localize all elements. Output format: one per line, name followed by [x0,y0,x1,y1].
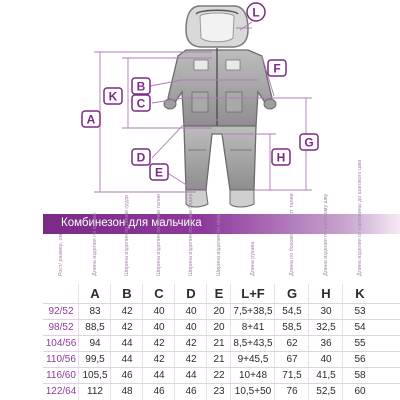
header-letter: D [186,286,196,301]
measurement-cell: 21 [213,354,225,365]
header-letter: H [321,286,331,301]
measurement-cell: 52,5 [316,386,336,397]
measurement-cell: 42 [121,306,133,317]
header-label: Длина по боковому шву от талии [289,193,295,276]
header-label: Ширина изделия по низу [216,214,222,276]
measurement-cell: 112 [87,386,103,397]
table-row [43,335,400,352]
measurement-cell: 67 [286,354,298,365]
header-label: Длина изделия по спинке [92,212,98,276]
header-label: Длина изделия по шаговому шву [323,193,329,276]
measurement-cell: 58,5 [282,322,302,333]
label-h [272,149,290,165]
header-letter: E [214,286,224,301]
measurement-cell: 32,5 [316,322,336,333]
measurement-cell: 20 [213,306,225,317]
label-c [132,95,150,111]
measurement-cell: 55 [354,338,366,349]
header-label: Длина рукава [250,241,256,276]
svg-text:A: A [86,112,96,127]
measurement-cell: 40 [185,306,197,317]
table-row [43,351,400,368]
svg-text:K: K [108,89,118,104]
label-a [82,111,100,127]
svg-text:L: L [252,5,260,20]
header-label: Ширина изделия по линии бедер [188,193,194,276]
measurement-cell: 76 [286,386,298,397]
table-letter-row [43,286,400,300]
label-g [300,134,318,150]
measurement-cell: 42 [153,354,165,365]
header-label: Длина изделия от горловины до шагового шва [357,159,363,276]
measurement-cell: 36 [320,338,332,349]
header-letter: G [286,286,298,301]
size-cell: 110/56 [46,354,76,365]
measurement-cell: 99,5 [85,354,105,365]
label-f [268,60,286,76]
svg-text:G: G [304,135,314,150]
measurement-cell: 42 [185,354,197,365]
measurement-cell: 40 [320,354,332,365]
header-cell [275,193,309,284]
measurement-cell: 40 [153,322,165,333]
header-cell [231,234,275,284]
table-row [43,383,400,400]
header-cell [207,214,231,284]
size-cell: 116/60 [46,370,76,381]
measurement-cell: 30 [320,306,332,317]
label-b [132,78,150,94]
measurement-cell: 8,5+43,5 [233,338,273,349]
measurement-cell: 20 [213,322,225,333]
measurement-cell: 42 [121,322,133,333]
measurement-cell: 44 [121,354,133,365]
measurement-cell: 44 [121,338,133,349]
svg-text:F: F [273,61,281,76]
measurement-cell: 21 [213,338,225,349]
header-cell [143,194,175,284]
table-row [43,367,400,384]
table-row [43,319,400,336]
header-cell [343,159,377,284]
measurement-cell: 46 [121,370,133,381]
header-cell [79,212,111,284]
jumpsuit-icon [164,6,276,207]
table-title: Комбинезон для мальчика [61,217,202,229]
svg-text:D: D [136,150,146,165]
header-label: Рост/ размер, см [58,233,64,276]
measurement-cell: 53 [354,306,366,317]
header-cell [309,193,343,284]
svg-text:C: C [136,96,146,111]
measurement-cell: 88,5 [85,322,105,333]
header-cell [111,195,143,284]
svg-text:E: E [154,165,164,180]
measurement-cell: 44 [185,370,197,381]
measurement-cell: 22 [213,370,225,381]
svg-text:H: H [276,150,286,165]
measurement-cell: 40 [185,322,197,333]
measurement-cell: 54,5 [282,306,302,317]
header-cell [175,193,207,284]
measurement-cell: 8+41 [241,322,265,333]
measurement-cell: 83 [89,306,101,317]
label-l [247,3,265,21]
header-letter: B [122,286,132,301]
header-letter: K [355,286,365,301]
measurement-cell: 105,5 [82,370,108,381]
measurement-cell: 54 [354,322,366,333]
svg-text:B: B [136,79,146,94]
label-k [104,88,122,104]
table-row [43,303,400,320]
measurement-cell: 44 [153,370,165,381]
measurement-cell: 40 [153,306,165,317]
measurement-cell: 46 [153,386,165,397]
label-e [150,164,168,180]
header-letter: A [90,286,100,301]
measurement-cell: 9+45,5 [237,354,269,365]
header-letter: L+F [241,286,265,301]
size-cell: 104/56 [45,338,77,349]
measurement-cell: 94 [89,338,101,349]
measurement-cell: 41,5 [316,370,336,381]
measurement-cell: 42 [153,338,165,349]
measurement-cell: 10+48 [238,370,268,381]
measurement-cell: 7,5+38,5 [233,306,273,317]
measurement-cell: 23 [213,386,225,397]
measurement-cell: 71,5 [282,370,302,381]
header-cell [43,234,79,284]
size-cell: 98/52 [48,322,74,333]
size-cell: 122/64 [45,386,77,397]
measurement-cell: 42 [185,338,197,349]
measurement-cell: 56 [354,354,366,365]
header-label: Ширина изделия по линии талии [156,194,162,276]
measurement-cell: 60 [354,386,366,397]
measurement-cell: 10,5+50 [234,386,272,397]
measurement-cell: 46 [185,386,197,397]
size-cell: 92/52 [48,306,74,317]
header-letter: C [154,286,164,301]
header-label: Ширина изделия по линии груди [124,195,130,276]
measurement-cell: 58 [354,370,366,381]
measurement-cell: 62 [286,338,298,349]
label-d [132,149,150,165]
measurement-cell: 48 [121,386,133,397]
